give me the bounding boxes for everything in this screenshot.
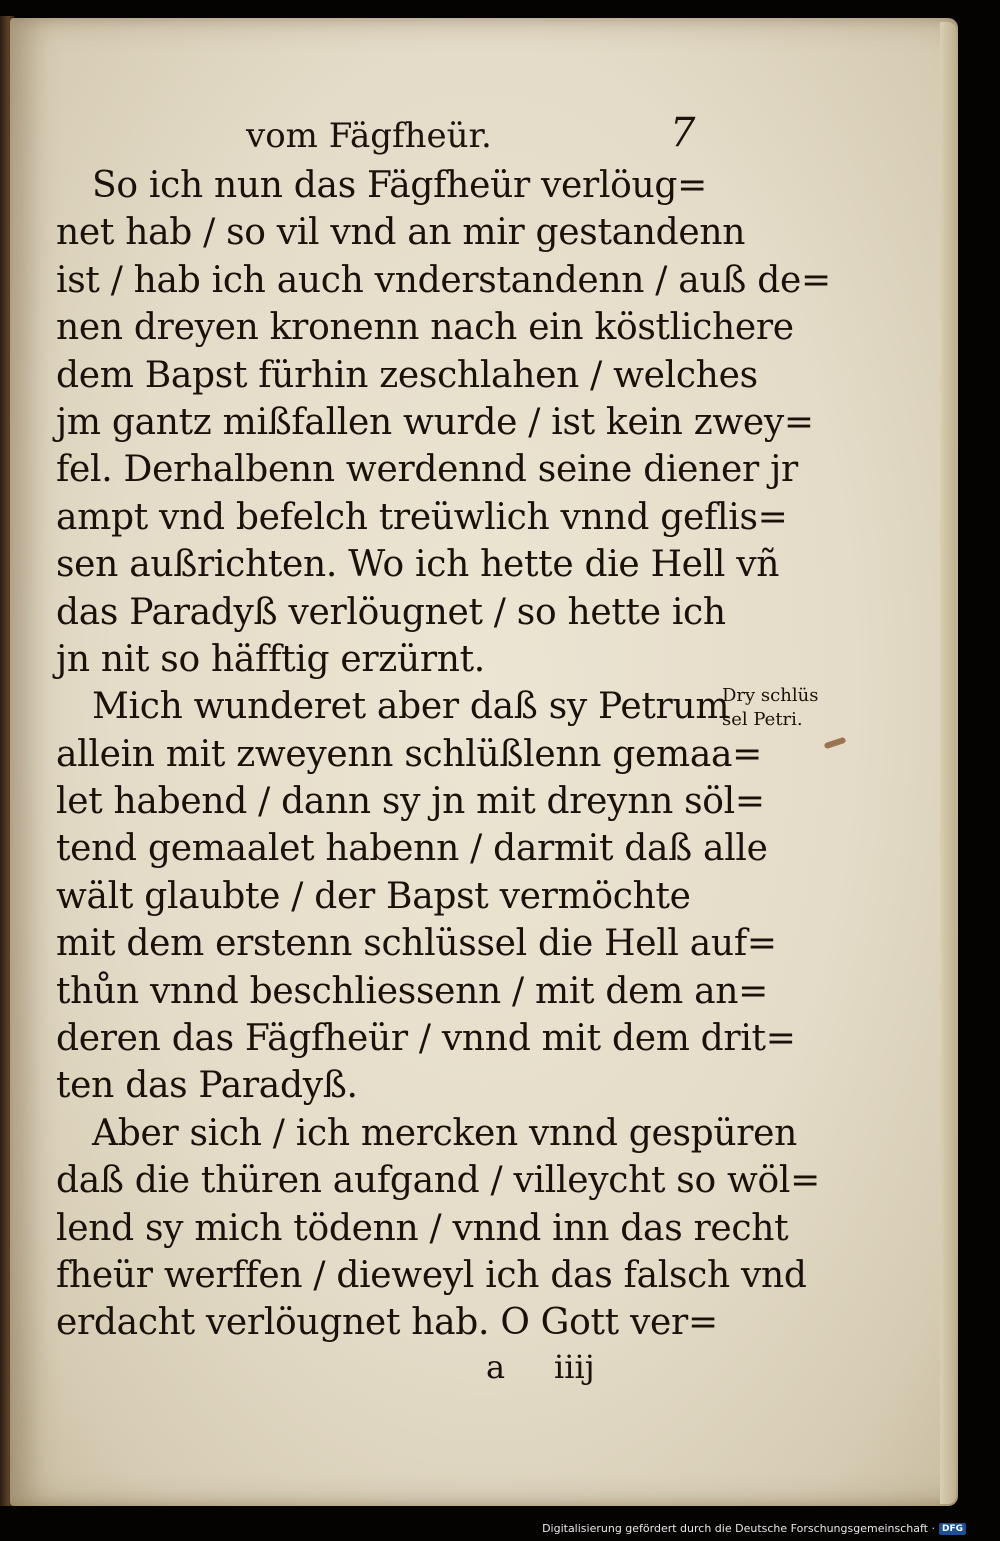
digitization-credit [542, 1522, 966, 1535]
text-line: jn nit so häfftig erzürnt. [56, 638, 485, 680]
text-line: wält glaubte / der Bapst vermöchte [56, 875, 691, 917]
text-line: das Paradyß verlöugnet / so hette ich [56, 591, 726, 633]
text-line: erdacht verlöugnet hab. O Gott ver= [56, 1302, 718, 1344]
text-line: deren das Fägfheür / vnnd mit dem drit= [56, 1018, 796, 1060]
text-line: nen dreyen kronenn nach ein köstlichere [56, 307, 794, 349]
text-line: ten das Paradyß. [56, 1065, 358, 1107]
running-title: vom Fägfheür. [246, 116, 492, 156]
marginal-note [722, 684, 852, 732]
text-line: let habend / dann sy jn mit dreynn söl= [56, 781, 765, 823]
text-line: mit dem erstenn schlüssel die Hell auf= [56, 923, 777, 965]
signature-number: iiij [554, 1348, 595, 1386]
marginal-note-line: sel Petri. [722, 709, 803, 730]
credit-text: Digitalisierung gefördert durch die Deutsche Forschungsgemeinschaft · [542, 1522, 935, 1535]
text-line: daß die thüren aufgand / villeycht so wöl= [56, 1160, 820, 1202]
text-line: net hab / so vil vnd an mir gestandenn [56, 212, 746, 254]
text-line: Mich wunderet aber daß sy Petrum [92, 686, 730, 728]
text-line: thůn vnnd beschliessenn / mit dem an= [56, 970, 769, 1012]
text-line: fel. Derhalbenn werdennd seine diener jr [56, 449, 798, 491]
text-line: lend sy mich tödenn / vnnd inn das recht [56, 1207, 789, 1249]
text-line: Aber sich / ich mercken vnnd gespüren [92, 1112, 798, 1154]
text-line: allein mit zweyenn schlüßlenn gemaa= [56, 733, 763, 775]
text-line: So ich nun das Fägfheür verlöug= [92, 165, 708, 206]
dfg-logo: DFG [939, 1523, 966, 1535]
signature-letter: a [486, 1348, 506, 1386]
text-line: fheür werffen / dieweyl ich das falsch vnd [56, 1254, 807, 1296]
text-line: tend gemaalet habenn / darmit daß alle [56, 828, 768, 870]
running-head [246, 110, 706, 160]
page-edge [940, 22, 956, 1504]
page-number: 7 [670, 110, 696, 156]
text-line: ampt vnd befelch treüwlich vnnd geflis= [56, 496, 788, 538]
text-line: dem Bapst fürhin zeschlahen / welches [56, 354, 758, 396]
text-line: jm gantz mißfallen wurde / ist kein zwey= [56, 401, 814, 443]
signature-mark [486, 1348, 626, 1394]
marginal-note-line: Dry schlüs [722, 685, 819, 706]
text-line: sen außrichten. Wo ich hette die Hell vñ [56, 544, 780, 586]
text-line: ist / hab ich auch vnderstandenn / auß de= [56, 259, 831, 301]
